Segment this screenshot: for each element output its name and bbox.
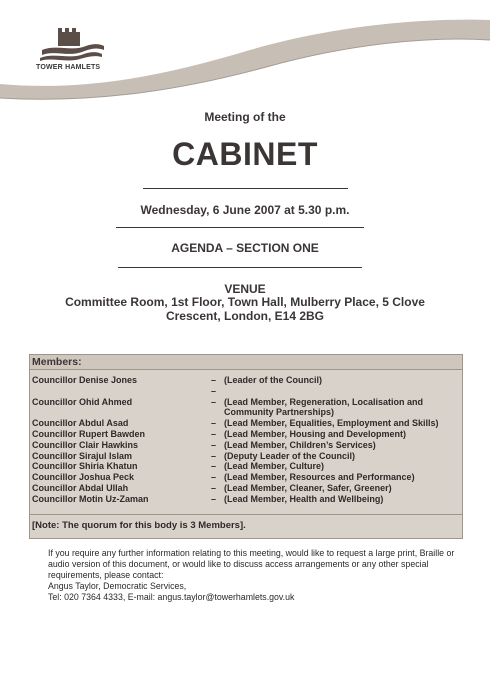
venue-line: Committee Room, 1st Floor, Town Hall, Mulberry Place, 5 Clove (65, 295, 425, 309)
venue-label: VENUE (224, 282, 266, 296)
member-dash: – (211, 396, 217, 407)
venue-address (40, 295, 450, 323)
member-row (30, 375, 462, 386)
member-dash: – (211, 428, 217, 439)
member-dash: – (211, 418, 217, 429)
member-row (30, 429, 462, 440)
member-name: Councillor Rupert Bawden (32, 428, 146, 439)
member-name: Councillor Joshua Peck (32, 472, 135, 483)
member-role: (Lead Member, Health and Wellbeing) (224, 493, 384, 504)
member-name: Councillor Motin Uz-Zaman (32, 493, 149, 504)
member-name: Councillor Abdul Asad (32, 418, 129, 429)
members-list (30, 375, 462, 505)
member-dash: – (211, 461, 217, 472)
tower-hamlets-logo (36, 26, 110, 64)
contact-info (48, 548, 468, 603)
agenda-heading: AGENDA – SECTION ONE (171, 241, 319, 255)
divider (116, 227, 364, 228)
member-name: Councillor Ohid Ahmed (32, 396, 133, 407)
contact-intro: If you require any further information relating to this meeting, would like to request a large print, Braille or audio version of this document, or would like to discuss access arrangements or any other special requirements, please contact: (48, 548, 455, 580)
member-name: Councillor Clair Hawkins (32, 439, 139, 450)
member-name: Councillor Denise Jones (32, 375, 138, 385)
member-row (30, 386, 462, 397)
venue-line: Crescent, London, E14 2BG (165, 309, 325, 323)
member-role: (Leader of the Council) (224, 375, 323, 385)
member-name: Councillor Sirajul Islam (32, 450, 133, 461)
meeting-of-text: Meeting of the (204, 110, 286, 124)
member-row (30, 397, 462, 419)
member-role: (Lead Member, Resources and Performance) (224, 472, 415, 483)
logo-text: TOWER HAMLETS (36, 64, 101, 71)
member-dash: – (211, 493, 217, 504)
member-row (30, 461, 462, 472)
member-dash: – (211, 450, 217, 461)
member-row (30, 418, 462, 429)
member-role: (Lead Member, Equalities, Employment and Skills) (224, 418, 439, 429)
divider (118, 267, 362, 268)
member-row (30, 494, 462, 505)
divider (143, 188, 348, 189)
contact-name: Angus Taylor, Democratic Services, (48, 581, 187, 591)
members-title: Members: (30, 355, 462, 370)
meeting-date: Wednesday, 6 June 2007 at 5.30 p.m. (140, 203, 350, 217)
committee-title: CABINET (172, 136, 318, 172)
contact-details: Tel: 020 7364 4333, E-mail: angus.taylor@towerhamlets.gov.uk (48, 592, 295, 602)
member-dash: – (211, 385, 217, 396)
member-dash: – (211, 375, 217, 385)
member-row (30, 472, 462, 483)
member-role: (Lead Member, Cleaner, Safer, Greener) (224, 482, 392, 493)
member-row (30, 451, 462, 462)
member-role: (Deputy Leader of the Council) (224, 450, 356, 461)
member-dash: – (211, 439, 217, 450)
member-dash: – (211, 482, 217, 493)
member-row (30, 440, 462, 451)
member-role: (Lead Member, Children’s Services) (224, 439, 376, 450)
member-row (30, 483, 462, 494)
member-dash: – (211, 472, 217, 483)
members-table (29, 354, 463, 539)
quorum-note: [Note: The quorum for this body is 3 Members]. (30, 514, 462, 536)
member-name: Councillor Abdal Ullah (32, 482, 129, 493)
member-role: (Lead Member, Regeneration, Localisation and Community Partnerships) (224, 396, 424, 418)
member-role: (Lead Member, Housing and Development) (224, 428, 407, 439)
member-role: (Lead Member, Culture) (224, 461, 325, 472)
member-name: Councillor Shiria Khatun (32, 461, 138, 472)
